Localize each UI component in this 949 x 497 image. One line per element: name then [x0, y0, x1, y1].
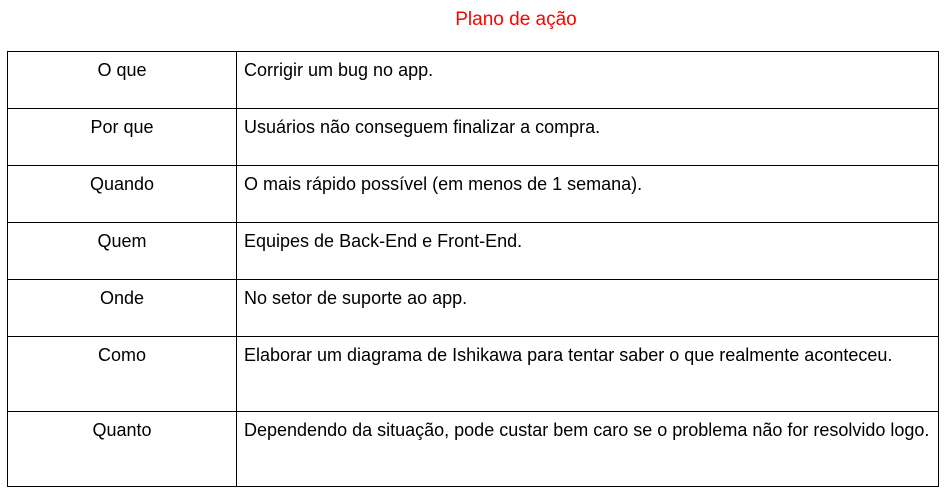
row-value: O mais rápido possível (em menos de 1 semana). — [237, 166, 939, 223]
row-value: Dependendo da situação, pode custar bem caro se o problema não for resolvido logo. — [237, 412, 939, 487]
row-label: Quando — [8, 166, 237, 223]
table-row — [8, 223, 939, 280]
row-label: Quanto — [8, 412, 237, 487]
row-value: Usuários não conseguem finalizar a compra. — [237, 109, 939, 166]
table-row — [8, 337, 939, 412]
row-label: Onde — [8, 280, 237, 337]
row-value: Corrigir um bug no app. — [237, 52, 939, 109]
row-label: Quem — [8, 223, 237, 280]
row-label: O que — [8, 52, 237, 109]
table-row — [8, 109, 939, 166]
row-label: Por que — [8, 109, 237, 166]
row-value: No setor de suporte ao app. — [237, 280, 939, 337]
table-row — [8, 412, 939, 487]
row-value: Equipes de Back-End e Front-End. — [237, 223, 939, 280]
action-plan-table — [7, 51, 939, 487]
row-value: Elaborar um diagrama de Ishikawa para tentar saber o que realmente aconteceu. — [237, 337, 939, 412]
document-title: Plano de ação — [455, 9, 577, 30]
table-row — [8, 280, 939, 337]
table-row — [8, 166, 939, 223]
table-row — [8, 52, 939, 109]
row-label: Como — [8, 337, 237, 412]
